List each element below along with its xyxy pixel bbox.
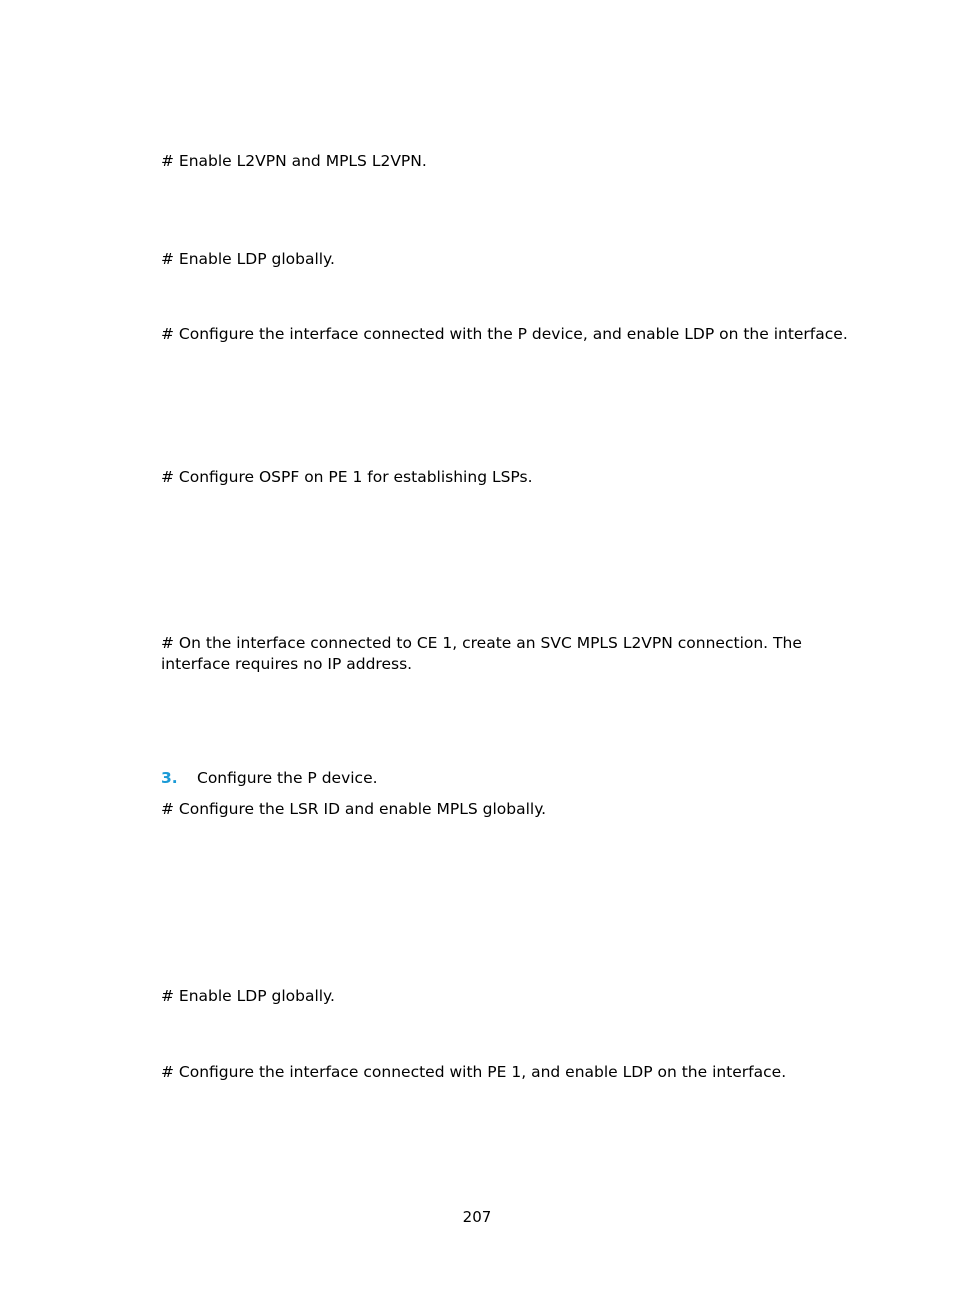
comment-lsr-id: # Configure the LSR ID and enable MPLS globally.: [161, 800, 547, 818]
comment-enable-ldp-p: # Enable LDP globally.: [161, 987, 335, 1005]
comment-configure-ospf: # Configure OSPF on PE 1 for establishing LSPs.: [161, 468, 533, 486]
comment-configure-interface-p: # Configure the interface connected with the P device, and enable LDP on the interface.: [161, 325, 848, 343]
step-title: Configure the P device.: [197, 769, 378, 787]
comment-configure-interface-pe1: # Configure the interface connected with PE 1, and enable LDP on the interface.: [161, 1063, 787, 1081]
page-number: 207: [462, 1208, 492, 1226]
comment-svc-connection: # On the interface connected to CE 1, create an SVC MPLS L2VPN connection. The interface requires no IP address.: [161, 634, 802, 673]
comment-enable-ldp: # Enable LDP globally.: [161, 250, 335, 268]
comment-enable-l2vpn: # Enable L2VPN and MPLS L2VPN.: [161, 152, 427, 170]
step-number: 3.: [161, 769, 178, 787]
